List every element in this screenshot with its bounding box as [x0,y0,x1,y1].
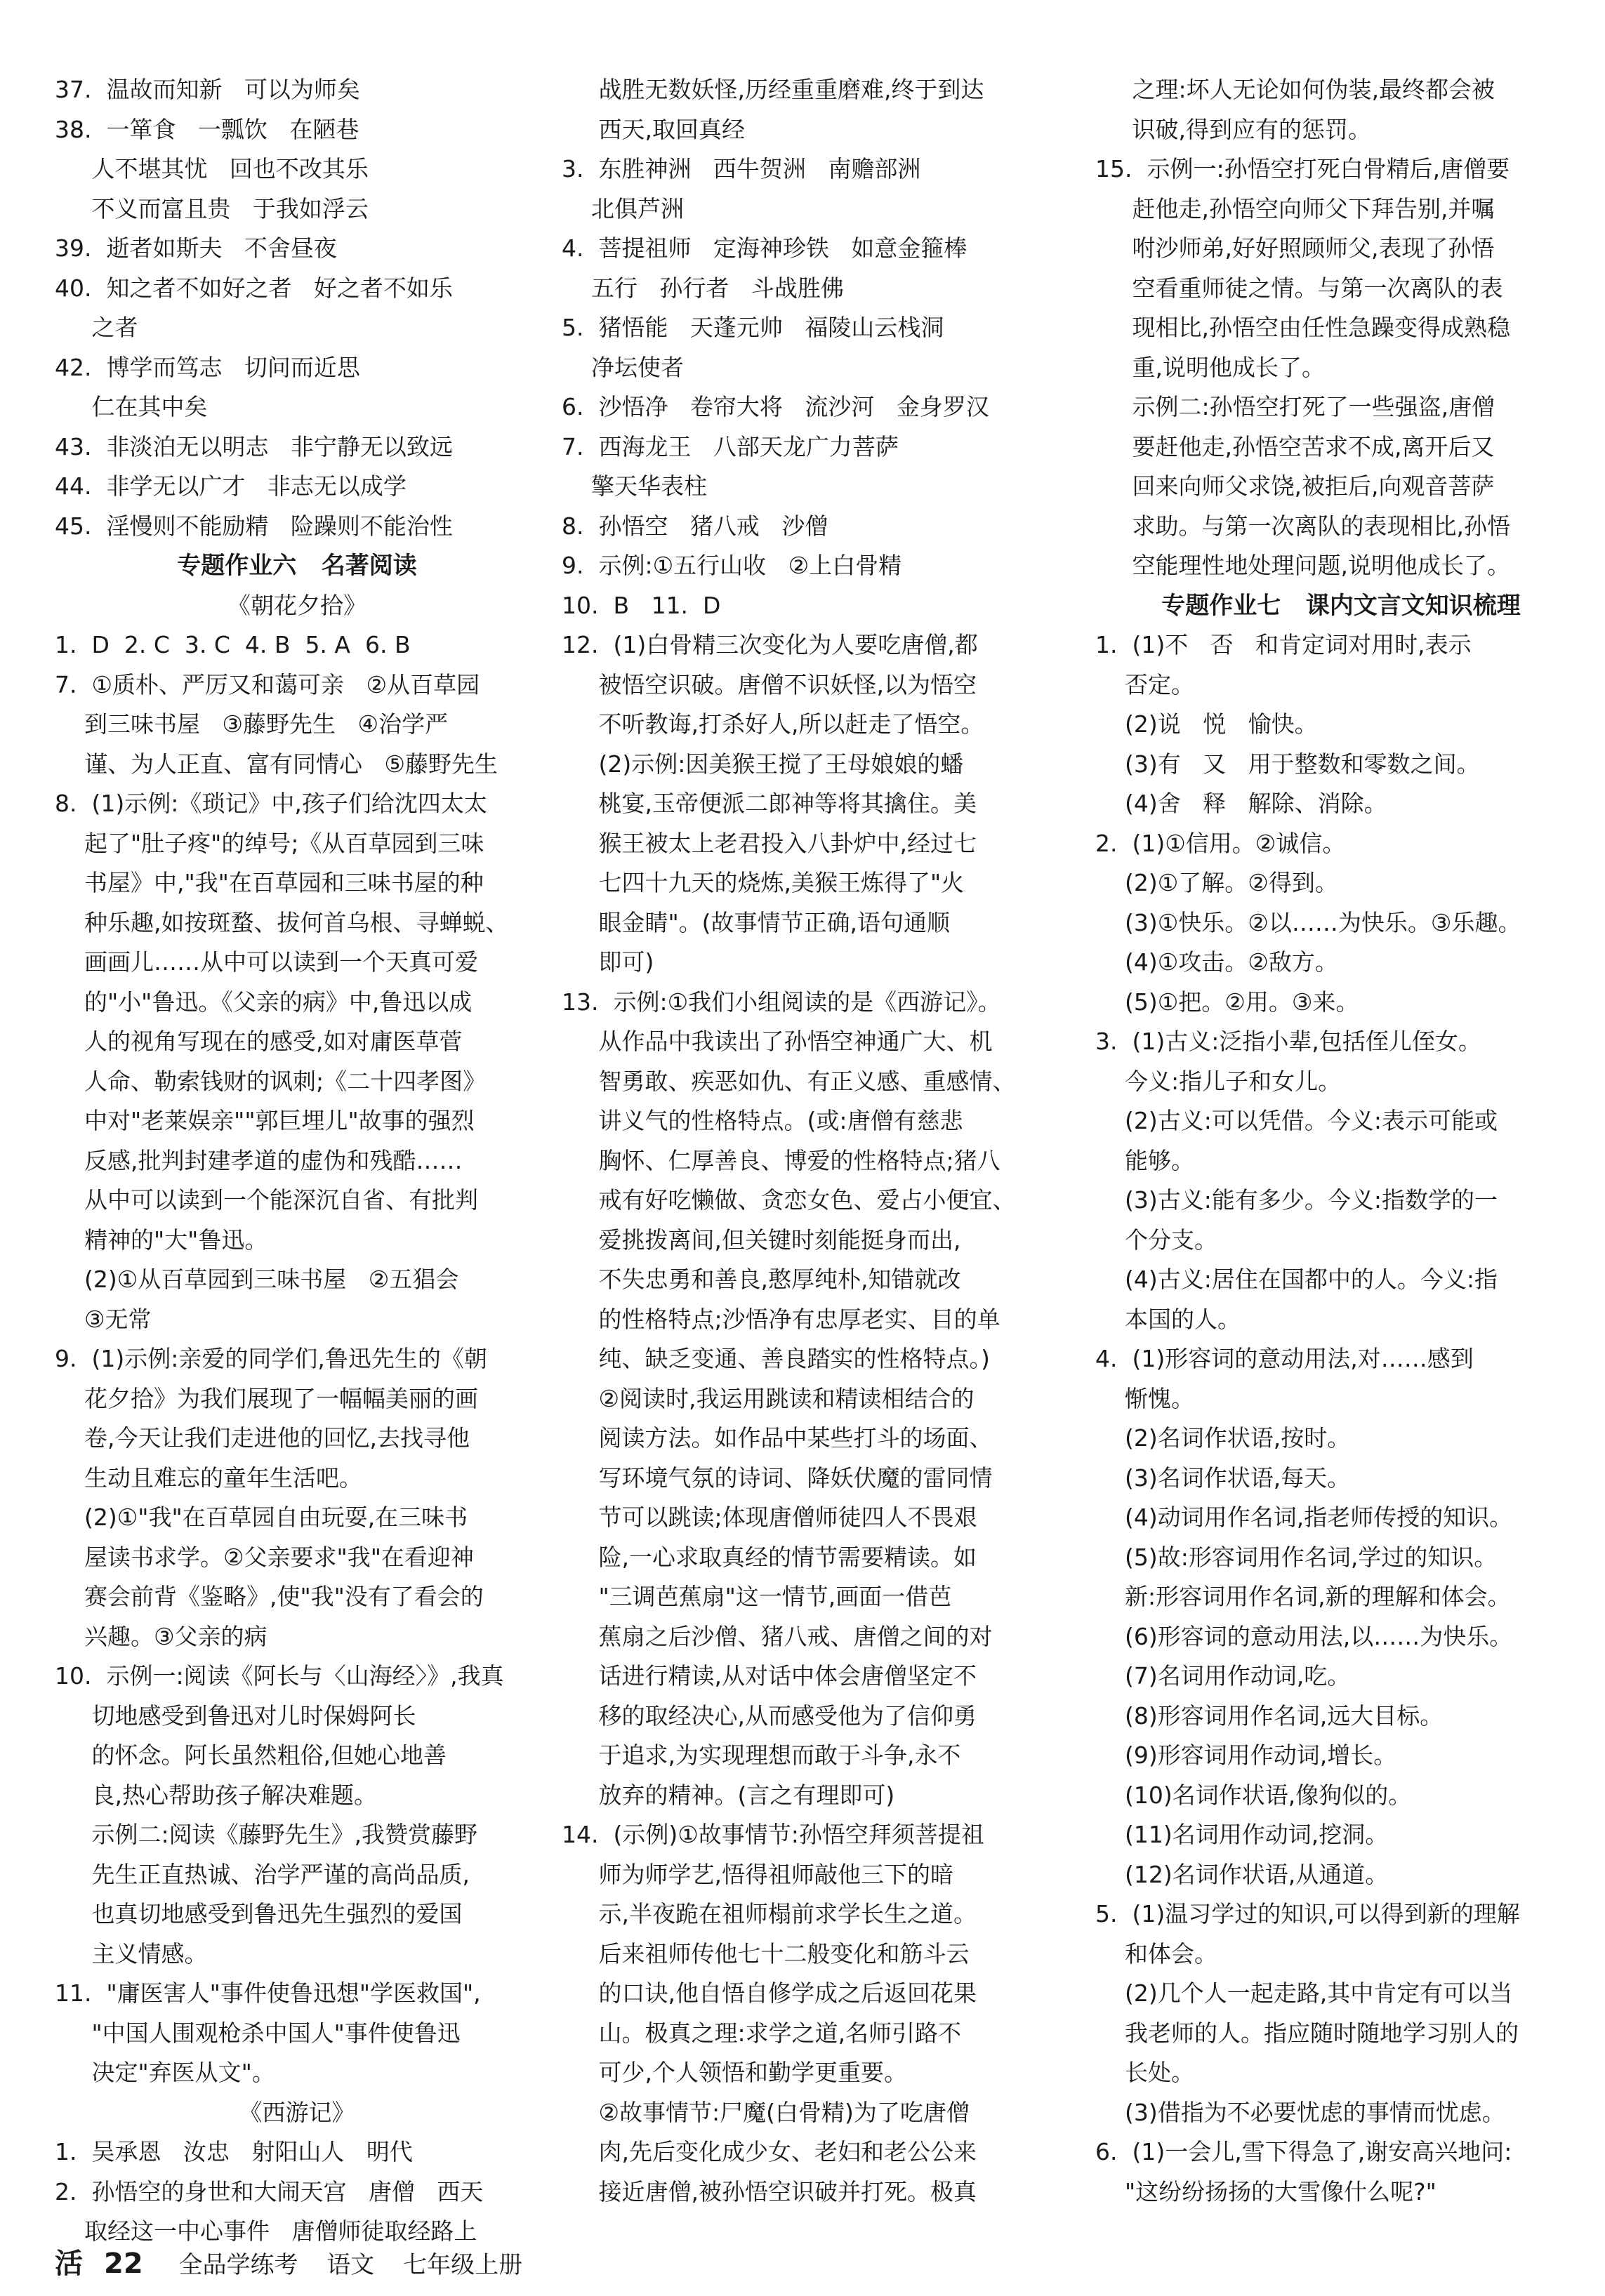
answer-line: 险,一心求取真经的情节需要精读。如 [562,1543,977,1571]
answer-line: 7. ①质朴、严厉又和蔼可亲 ②从百草园 [55,670,480,698]
answer-line: 花夕拾》为我们展现了一幅幅美丽的画 [55,1384,478,1412]
answer-line: 爱挑拨离间,但关键时刻能挺身而出, [562,1226,961,1254]
answer-line: 6. 沙悟净 卷帘大将 流沙河 金身罗汉 [562,393,989,420]
answer-line: 起了"肚子疼"的绰号;《从百草园到三味 [55,829,484,857]
answer-line: 39. 逝者如斯夫 不舍昼夜 [55,234,337,262]
answer-line: 今义:指儿子和女儿。 [1095,1067,1342,1095]
answer-line: 本国的人。 [1095,1305,1241,1333]
answer-line: 先生正直热诚、治学严谨的高尚品质, [55,1860,470,1888]
answer-line: 7. 西海龙王 八部天龙广力菩萨 [562,432,899,460]
answer-line: 师为师学艺,悟得祖师敲他三下的暗 [562,1860,953,1888]
answer-line: 42. 博学而笃志 切问而近思 [55,353,360,381]
answer-line: (9)形容词用作动词,增长。 [1095,1741,1397,1769]
answer-line: 13. 示例:①我们小组阅读的是《西游记》。 [562,988,1001,1016]
answer-line: 2. 孙悟空的身世和大闹天宫 唐僧 西天 [55,2177,484,2205]
answer-line: 2. (1)①信用。②诚信。 [1095,829,1346,857]
answer-line: (4)古义:居住在国都中的人。今义:指 [1095,1266,1498,1293]
answer-line: 人的视角写现在的感受,如对庸医草菅 [55,1028,463,1055]
answer-line: (2)①从百草园到三味书屋 ②五猖会 [55,1266,459,1293]
answer-line: 话进行精读,从对话中体会唐僧坚定不 [562,1662,977,1690]
answer-line: 长处。 [1095,2059,1194,2086]
answer-line: 10. 示例一:阅读《阿长与〈山海经〉》,我真 [55,1662,504,1690]
answer-line: 12. (1)白骨精三次变化为人要吃唐僧,都 [562,631,978,658]
answer-line: (3)名词作状语,每天。 [1095,1464,1351,1492]
answer-line: 即可) [562,948,654,976]
answer-line: 主义情感。 [55,1939,208,1967]
answer-line: 讲义气的性格特点。(或:唐僧有慈悲 [562,1107,963,1134]
answer-line: 11. "庸医害人"事件使鲁迅想"学医救国", [55,1979,481,2007]
answer-line: 示例二:孙悟空打死了一些强盗,唐僧 [1095,393,1495,420]
answer-line: 画画儿……从中可以读到一个天真可爱 [55,948,478,976]
answer-line: 40. 知之者不如好之者 好之者不如乐 [55,274,453,302]
answer-line: 书屋》中,"我"在百草园和三味书屋的种 [55,869,484,896]
answer-line: (2)①了解。②得到。 [1095,869,1338,896]
answer-line: 肉,先后变化成少女、老妇和老公公来 [562,2138,977,2165]
answer-line: 生动且难忘的童年生活吧。 [55,1464,362,1492]
answer-line: (4)①攻击。②敌方。 [1095,948,1338,976]
answer-line: 于追求,为实现理想而敢于斗争,永不 [562,1741,961,1769]
answer-line: 赛会前背《鉴略》,使"我"没有了看会的 [55,1583,484,1610]
answer-line: (5)①把。②用。③来。 [1095,988,1359,1016]
answer-line: "这纷纷扬扬的大雪像什么呢?" [1095,2177,1436,2205]
answer-line: 要赶他走,孙悟空苦求不成,离开后又 [1095,432,1495,460]
page-footer [55,2246,543,2283]
answer-line: 8. (1)示例:《琐记》中,孩子们给沈四太太 [55,790,487,817]
answer-line: 否定。 [1095,670,1194,698]
answer-line: 放弃的精神。(言之有理即可) [562,1781,895,1809]
answer-line: 胸怀、仁厚善良、博爱的性格特点;猪八 [562,1146,1000,1174]
answer-line: 人不堪其忧 回也不改其乐 [55,155,369,183]
answer-line: 4. (1)形容词的意动用法,对……感到 [1095,1345,1474,1372]
answer-line: "中国人围观枪杀中国人"事件使鲁迅 [55,2019,461,2047]
answer-line: 蕉扇之后沙僧、猪八戒、唐僧之间的对 [562,1622,993,1650]
answer-line: 1. D 2. C 3. C 4. B 5. A 6. B [55,631,411,658]
answer-line: 37. 温故而知新 可以为师矣 [55,76,360,103]
column-left [55,70,539,2252]
answer-line: (3)借指为不必要忧虑的事情而忧虑。 [1095,2098,1505,2126]
answer-line: (4)舍 释 解除、消除。 [1095,790,1387,817]
page-number: 22 [104,2248,143,2280]
answer-line: 智勇敢、疾恶如仇、有正义感、重感情、 [562,1067,1016,1095]
answer-line: 精神的"大"鲁迅。 [55,1226,268,1254]
answer-line: (8)形容词用作名词,远大目标。 [1095,1701,1444,1730]
answer-line: (2)古义:可以凭借。今义:表示可能或 [1095,1107,1498,1134]
answer-line: ②阅读时,我运用跳读和精读相结合的 [562,1384,975,1412]
answer-line: 中对"老莱娱亲""郭巨埋儿"故事的强烈 [55,1107,475,1134]
answer-line: 之理:坏人无论如何伪装,最终都会被 [1095,76,1495,103]
answer-line: 的性格特点;沙悟净有忠厚老实、目的单 [562,1305,1000,1333]
answer-line: 识破,得到应有的惩罚。 [1095,115,1371,143]
answer-line: 1. (1)不 否 和肯定词对用时,表示 [1095,631,1472,658]
book-title: 《朝花夕拾》 [227,591,366,619]
answer-line: (3)有 又 用于整数和零数之间。 [1095,750,1480,778]
answer-line: 从中可以读到一个能深沉自省、有批判 [55,1186,478,1214]
section-heading: 专题作业七 课内文言文知识梳理 [1161,591,1521,620]
answer-line: 之者 [55,314,138,341]
answer-line: 反感,批判封建孝道的虚伪和残酷…… [55,1146,463,1174]
answer-line: 眼金睛"。(故事情节正确,语句通顺 [562,908,950,936]
answer-line: 示例二:阅读《藤野先生》,我赞赏藤野 [55,1821,478,1848]
answer-line: (4)动词用作名词,指老师传授的知识。 [1095,1504,1513,1531]
answer-line: 不义而富且贵 于我如浮云 [55,194,369,223]
answer-line: (6)形容词的意动用法,以……为快乐。 [1095,1622,1513,1650]
answer-line: 桃宴,玉帝便派二郎神等将其擒住。美 [562,790,977,817]
answer-line: 种乐趣,如按斑蝥、拔何首乌根、寻蝉蜕、 [55,908,509,936]
answer-line: 新:形容词用作名词,新的理解和体会。 [1095,1583,1511,1610]
book-series: 全品学练考 [178,2251,298,2279]
answer-line: 44. 非学无以广才 非志无以成学 [55,472,407,500]
answer-line: 回来向师父求饶,被拒后,向观音菩萨 [1095,472,1495,500]
answer-line: 的"小"鲁迅。《父亲的病》中,鲁迅以成 [55,988,473,1016]
answer-line: 5. (1)温习学过的知识,可以得到新的理解 [1095,1900,1520,1927]
answer-line: (2)名词作状语,按时。 [1095,1424,1351,1452]
answer-line: 我老师的人。指应随时随地学习别人的 [1095,2019,1519,2047]
column-right [1095,70,1587,2212]
answer-line: 净坛使者 [562,353,684,381]
answer-line: 纯、缺乏变通、善良踏实的性格特点。) [562,1345,990,1372]
answer-line: 咐沙师弟,好好照顾师父,表现了孙悟 [1095,234,1495,262]
answer-line: 猴王被太上老君投入八卦炉中,经过七 [562,829,977,857]
answer-line: 也真切地感受到鲁迅先生强烈的爱国 [55,1900,463,1927]
answer-line: (2)说 悦 愉快。 [1095,710,1318,738]
answer-line: 谨、为人正直、富有同情心 ⑤藤野先生 [55,750,498,778]
answer-line: 求助。与第一次离队的表现相比,孙悟 [1095,512,1510,540]
answer-line: (3)古义:能有多少。今义:指数学的一 [1095,1186,1498,1214]
answer-line: 的怀念。阿长虽然粗俗,但她心地善 [55,1741,447,1769]
answer-line: (2)几个人一起走路,其中肯定有可以当 [1095,1979,1513,2007]
answer-line: 38. 一箪食 一瓢饮 在陋巷 [55,115,359,143]
answer-line: (11)名词用作动词,挖洞。 [1095,1821,1389,1848]
answer-line: (10)名词作状语,像狗似的。 [1095,1781,1412,1809]
answer-line: 后来祖师传他七十二般变化和筋斗云 [562,1939,970,1967]
section-heading: 专题作业六 名著阅读 [177,552,417,580]
answer-line: 4. 菩提祖师 定海神珍铁 如意金箍棒 [562,234,967,262]
answer-line: 戒有好吃懒做、贪恋女色、爱占小便宜、 [562,1186,1016,1214]
answer-line: 可少,个人领悟和勤学更重要。 [562,2059,907,2086]
answer-line: 兴趣。③父亲的病 [55,1622,268,1650]
answer-line: 不听教诲,打杀好人,所以赶走了悟空。 [562,710,984,738]
answer-line: ③无常 [55,1305,152,1333]
answer-line: 仁在其中矣 [55,393,208,420]
answer-line: 3. 东胜神洲 西牛贺洲 南赡部洲 [562,155,921,183]
answer-line: 10. B 11. D [562,591,721,619]
answer-line: 5. 猪悟能 天蓬元帅 福陵山云栈洞 [562,314,944,341]
answer-line: 43. 非淡泊无以明志 非宁静无以致远 [55,432,453,460]
answer-line: (5)故:形容词用作名词,学过的知识。 [1095,1543,1498,1571]
answer-line: 阅读方法。如作品中某些打斗的场面、 [562,1424,993,1452]
answer-line: 到三味书屋 ③藤野先生 ④治学严 [55,710,449,738]
answer-line: 写环境气氛的诗词、降妖伏魔的雷同情 [562,1464,993,1492]
answer-line: 赶他走,孙悟空向师父下拜告别,并嘱 [1095,194,1495,223]
grade: 七年级上册 [403,2251,523,2279]
answer-line: 决定"弃医从文"。 [55,2059,275,2086]
answer-line: 五行 孙行者 斗战胜佛 [562,274,844,302]
answer-line: 8. 孙悟空 猪八戒 沙僧 [562,512,828,540]
answer-line: 1. 吴承恩 汝忠 射阳山人 明代 [55,2138,413,2165]
answer-line: 移的取经决心,从而感受他为了信仰勇 [562,1701,977,1730]
answer-line: 3. (1)古义:泛指小辈,包括侄儿侄女。 [1095,1028,1481,1055]
answer-line: 空看重师徒之情。与第一次离队的表 [1095,274,1503,302]
answer-line: 屋读书求学。②父亲要求"我"在看迎神 [55,1543,474,1571]
answer-line: ②故事情节:尸魔(白骨精)为了吃唐僧 [562,2098,970,2126]
answer-line: 节可以跳读;体现唐僧师徒四人不畏艰 [562,1504,977,1531]
answer-line: (2)示例:因美猴王搅了王母娘娘的蟠 [562,750,964,778]
answer-line: 45. 淫慢则不能励精 险躁则不能治性 [55,512,453,540]
answer-line: 6. (1)一会儿,雪下得急了,谢安高兴地问: [1095,2138,1512,2165]
answer-line: 9. (1)示例:亲爱的同学们,鲁迅先生的《朝 [55,1345,487,1372]
subject: 语文 [326,2251,375,2279]
answer-line: 重,说明他成长了。 [1095,353,1325,381]
answer-line: 和体会。 [1095,1939,1217,1967]
answer-line: 北俱芦洲 [562,194,684,223]
answer-line: 切地感受到鲁迅对儿时保姆阿长 [55,1701,416,1730]
answer-line: 15. 示例一:孙悟空打死白骨精后,唐僧要 [1095,155,1510,183]
answer-line: 山。极真之理:求学之道,名师引路不 [562,2019,962,2047]
answer-line: 擎天华表柱 [562,472,707,500]
answer-line: 现相比,孙悟空由任性急躁变得成熟稳 [1095,314,1510,341]
answer-line: 战胜无数妖怪,历经重重磨难,终于到达 [562,76,984,103]
answer-line: (3)①快乐。②以……为快乐。③乐趣。 [1095,908,1521,936]
answer-line: 示,半夜跪在祖师榻前求学长生之道。 [562,1900,977,1927]
answer-line: 个分支。 [1095,1226,1217,1254]
answer-line: 惭愧。 [1095,1384,1194,1412]
answer-line: 取经这一中心事件 唐僧师徒取经路上 [55,2217,477,2245]
answer-line: (2)①"我"在百草园自由玩耍,在三味书 [55,1504,468,1531]
answer-line: 人命、勒索钱财的讽刺;《二十四孝图》 [55,1067,487,1095]
answer-line: 从作品中我读出了孙悟空神通广大、机 [562,1028,993,1055]
answer-line: "三调芭蕉扇"这一情节,画面一借芭 [562,1583,952,1610]
answer-line: 14. (示例)①故事情节:孙悟空拜须菩提祖 [562,1821,984,1848]
answer-line: 良,热心帮助孩子解决难题。 [55,1781,377,1809]
answer-line: 能够。 [1095,1146,1194,1174]
answer-line: 被悟空识破。唐僧不识妖怪,以为悟空 [562,670,977,698]
book-title: 《西游记》 [239,2098,355,2126]
answer-line: 不失忠勇和善良,憨厚纯朴,知错就改 [562,1266,961,1293]
answer-line: (7)名词用作动词,吃。 [1095,1662,1351,1690]
answer-line: 空能理性地处理问题,说明他成长了。 [1095,552,1510,579]
column-middle [562,70,1060,2212]
footer-prefix: 活 [55,2248,83,2280]
answer-line: 七四十九天的烧炼,美猴王炼得了"火 [562,869,965,896]
answer-line: 西天,取回真经 [562,115,745,143]
answer-line: 9. 示例:①五行山收 ②上白骨精 [562,552,902,579]
answer-line: 接近唐僧,被孙悟空识破并打死。极真 [562,2177,977,2205]
answer-line: 的口诀,他自悟自修学成之后返回花果 [562,1979,977,2007]
answer-line: 卷,今天让我们走进他的回忆,去找寻他 [55,1424,470,1452]
answer-line: (12)名词作状语,从通道。 [1095,1860,1389,1888]
